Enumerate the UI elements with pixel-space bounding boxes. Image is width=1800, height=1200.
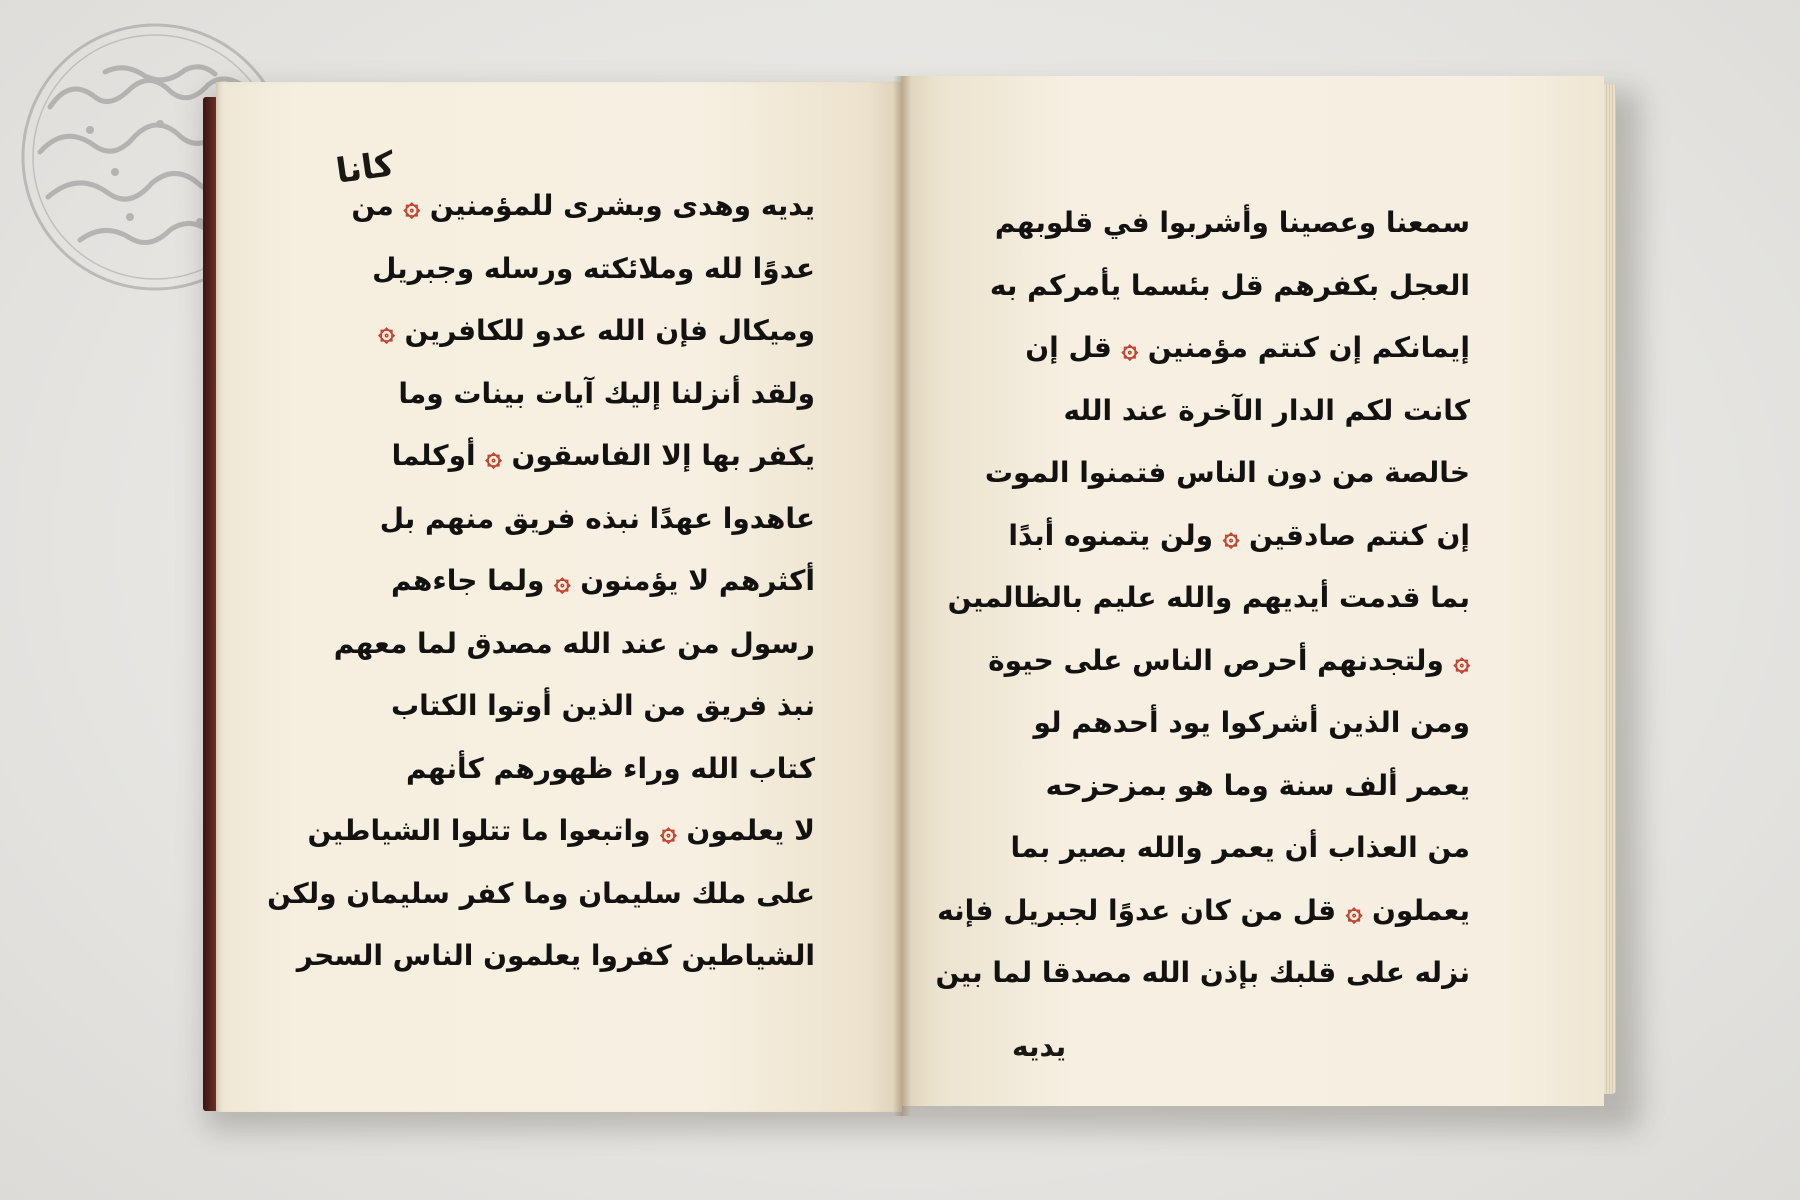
- verse-marker: ۞: [485, 439, 502, 472]
- text-line: يكفر بها إلا الفاسقون ۞ أوكلما: [391, 439, 815, 472]
- text-line: نبذ فريق من الذين أوتوا الكتاب: [390, 689, 815, 722]
- text-line: من العذاب أن يعمر والله بصير بما: [1010, 831, 1470, 864]
- verse-marker: ۞: [554, 564, 571, 597]
- text-line: يعمر ألف سنة وما هو بمزحزحه: [1045, 768, 1470, 802]
- left-page-text: [267, 175, 815, 988]
- marginal-note: كانا: [333, 144, 397, 192]
- book-gutter: [893, 76, 911, 1116]
- text-line: إيمانكم إن كنتم مؤمنين ۞ قل إن: [1025, 331, 1470, 364]
- text-line: وميكال فإن الله عدو للكافرين ۞: [378, 314, 815, 347]
- text-line: رسول من عند الله مصدق لما معهم: [333, 626, 815, 660]
- verse-marker: ۞: [1222, 518, 1240, 552]
- text-line: كتاب الله وراء ظهورهم كأنهم: [406, 751, 815, 785]
- text-line: عدوًا لله وملائكته ورسله وجبريل: [372, 251, 815, 285]
- text-line: بما قدمت أيديهم والله عليم بالظالمين: [947, 581, 1470, 614]
- catchword: يديه: [1012, 1030, 1067, 1063]
- verse-marker: ۞: [660, 814, 677, 847]
- text-line: الشياطين كفروا يعلمون الناس السحر: [296, 939, 815, 972]
- page-edges: [1604, 84, 1616, 1094]
- text-line: يديه وهدى وبشرى للمؤمنين ۞ من: [351, 189, 815, 222]
- text-line: خالصة من دون الناس فتمنوا الموت: [984, 456, 1470, 489]
- text-line: ولقد أنزلنا إليك آيات بينات وما: [398, 376, 815, 410]
- right-page-text: [935, 192, 1470, 1005]
- verse-marker: ۞: [1453, 643, 1470, 677]
- text-line: سمعنا وعصينا وأشربوا في قلوبهم: [994, 206, 1470, 239]
- verse-marker: ۞: [1121, 331, 1138, 364]
- verse-marker: ۞: [378, 314, 395, 347]
- text-line: أكثرهم لا يؤمنون ۞ ولما جاءهم: [391, 564, 815, 597]
- text-line: إن كنتم صادقين ۞ ولن يتمنوه أبدًا: [1008, 518, 1470, 552]
- text-line: يعملون ۞ قل من كان عدوًا لجبريل فإنه: [937, 893, 1470, 927]
- text-line: نزله على قلبك بإذن الله مصدقا لما بين: [935, 956, 1470, 989]
- text-line: كانت لكم الدار الآخرة عند الله: [1063, 393, 1470, 427]
- text-line: على ملك سليمان وما كفر سليمان ولكن: [267, 876, 815, 910]
- text-line: ۞ ولتجدنهم أحرص الناس على حيوة: [988, 643, 1470, 677]
- text-line: عاهدوا عهدًا نبذه فريق منهم بل: [379, 501, 815, 535]
- text-line: لا يعلمون ۞ واتبعوا ما تتلوا الشياطين: [307, 814, 815, 847]
- verse-marker: ۞: [403, 189, 421, 222]
- verse-marker: ۞: [1345, 893, 1363, 927]
- text-line: ومن الذين أشركوا يود أحدهم لو: [1033, 706, 1470, 739]
- text-line: العجل بكفرهم قل بئسما يأمركم به: [989, 268, 1470, 302]
